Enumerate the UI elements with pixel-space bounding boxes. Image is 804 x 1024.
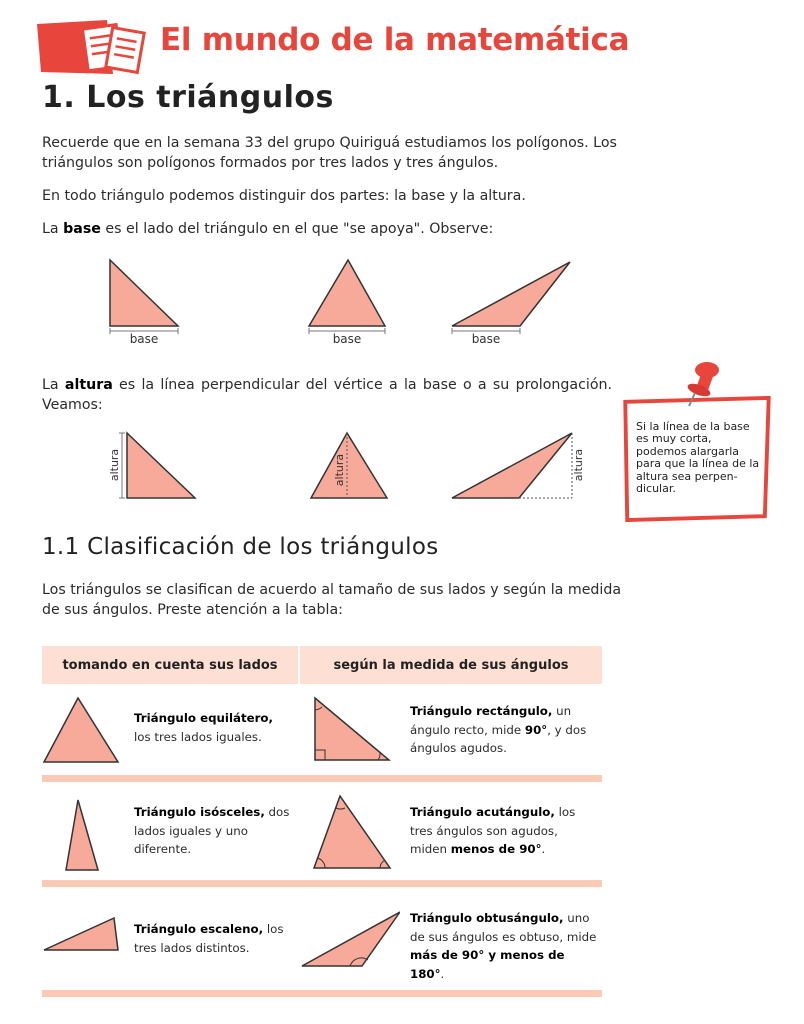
cell-isosceles: Triángulo isósceles, dos lados iguales y uno diferente. (134, 805, 290, 856)
base-triangle-obtuse (452, 262, 570, 346)
worksheet-icon (37, 16, 147, 76)
parts-paragraph: En todo triángulo podemos distinguir dos partes: la base y la altura. (42, 188, 526, 204)
altura-triangle-obtuse (452, 433, 585, 498)
obtuse-triangle (302, 912, 400, 966)
svg-text:altura: altura (108, 448, 121, 482)
section-title: El mundo de la matemática (160, 22, 630, 58)
acute-triangle (314, 796, 390, 868)
table-header-angles: según la medida de sus ángulos (300, 646, 602, 684)
intro-paragraph: Recuerde que en la semana 33 del grupo Quiriguá estudiamos los polígonos. Los triángulos son polígonos formados por tres lados y tres ángulos. (42, 135, 617, 171)
lesson-title: 1. Los triángulos (42, 80, 334, 115)
row-separator (42, 990, 602, 997)
scalene-triangle (44, 918, 118, 950)
base-triangle-right (110, 260, 178, 346)
altura-triangles-figure (105, 428, 595, 506)
isosceles-triangle (66, 800, 98, 870)
table-header-sides: tomando en cuenta sus lados (42, 646, 298, 684)
cell-escaleno: Triángulo escaleno, los tres lados distintos. (134, 922, 284, 955)
altura-triangle-right (108, 433, 195, 498)
altura-triangle-acute (311, 433, 387, 498)
subsection-title: 1.1 Clasificación de los triángulos (42, 534, 439, 560)
svg-text:altura: altura (572, 448, 585, 482)
base-paragraph: La base es el lado del triángulo en el que "se apoya". Observe: (42, 221, 494, 237)
svg-text:base: base (471, 332, 501, 346)
note-text: Si la línea de la base es muy corta, podemos alargarla para que la línea de la altura sea perpen-dicular. (636, 420, 760, 496)
altura-paragraph: La altura es la línea perpendicular del vértice a la base o a su prolongación. Veamos: (42, 377, 613, 413)
right-triangle (315, 698, 389, 760)
cell-acutangulo: Triángulo acutángulo, los tres ángulos son agudos, miden menos de 90°. (410, 805, 576, 856)
svg-text:base: base (129, 332, 159, 346)
base-triangle-acute (309, 260, 385, 346)
equilateral-triangle (44, 698, 118, 762)
base-triangles-figure (100, 255, 580, 350)
svg-text:base: base (332, 332, 362, 346)
pushpin-icon (681, 360, 725, 410)
cell-equilatero: Triángulo equilátero, los tres lados iguales. (134, 711, 274, 744)
cell-rectangulo: Triángulo rectángulo, un ángulo recto, mide 90°, y dos ángulos agudos. (410, 704, 587, 755)
cell-obtusangulo: Triángulo obtusángulo, uno de sus ángulos es obtuso, mide más de 90° y menos de 180°. (410, 911, 597, 981)
svg-text:altura: altura (333, 453, 346, 487)
classification-paragraph: Los triángulos se clasifican de acuerdo al tamaño de sus lados y según la medida de sus ángulos. Preste atención a la tabla: (42, 582, 622, 618)
